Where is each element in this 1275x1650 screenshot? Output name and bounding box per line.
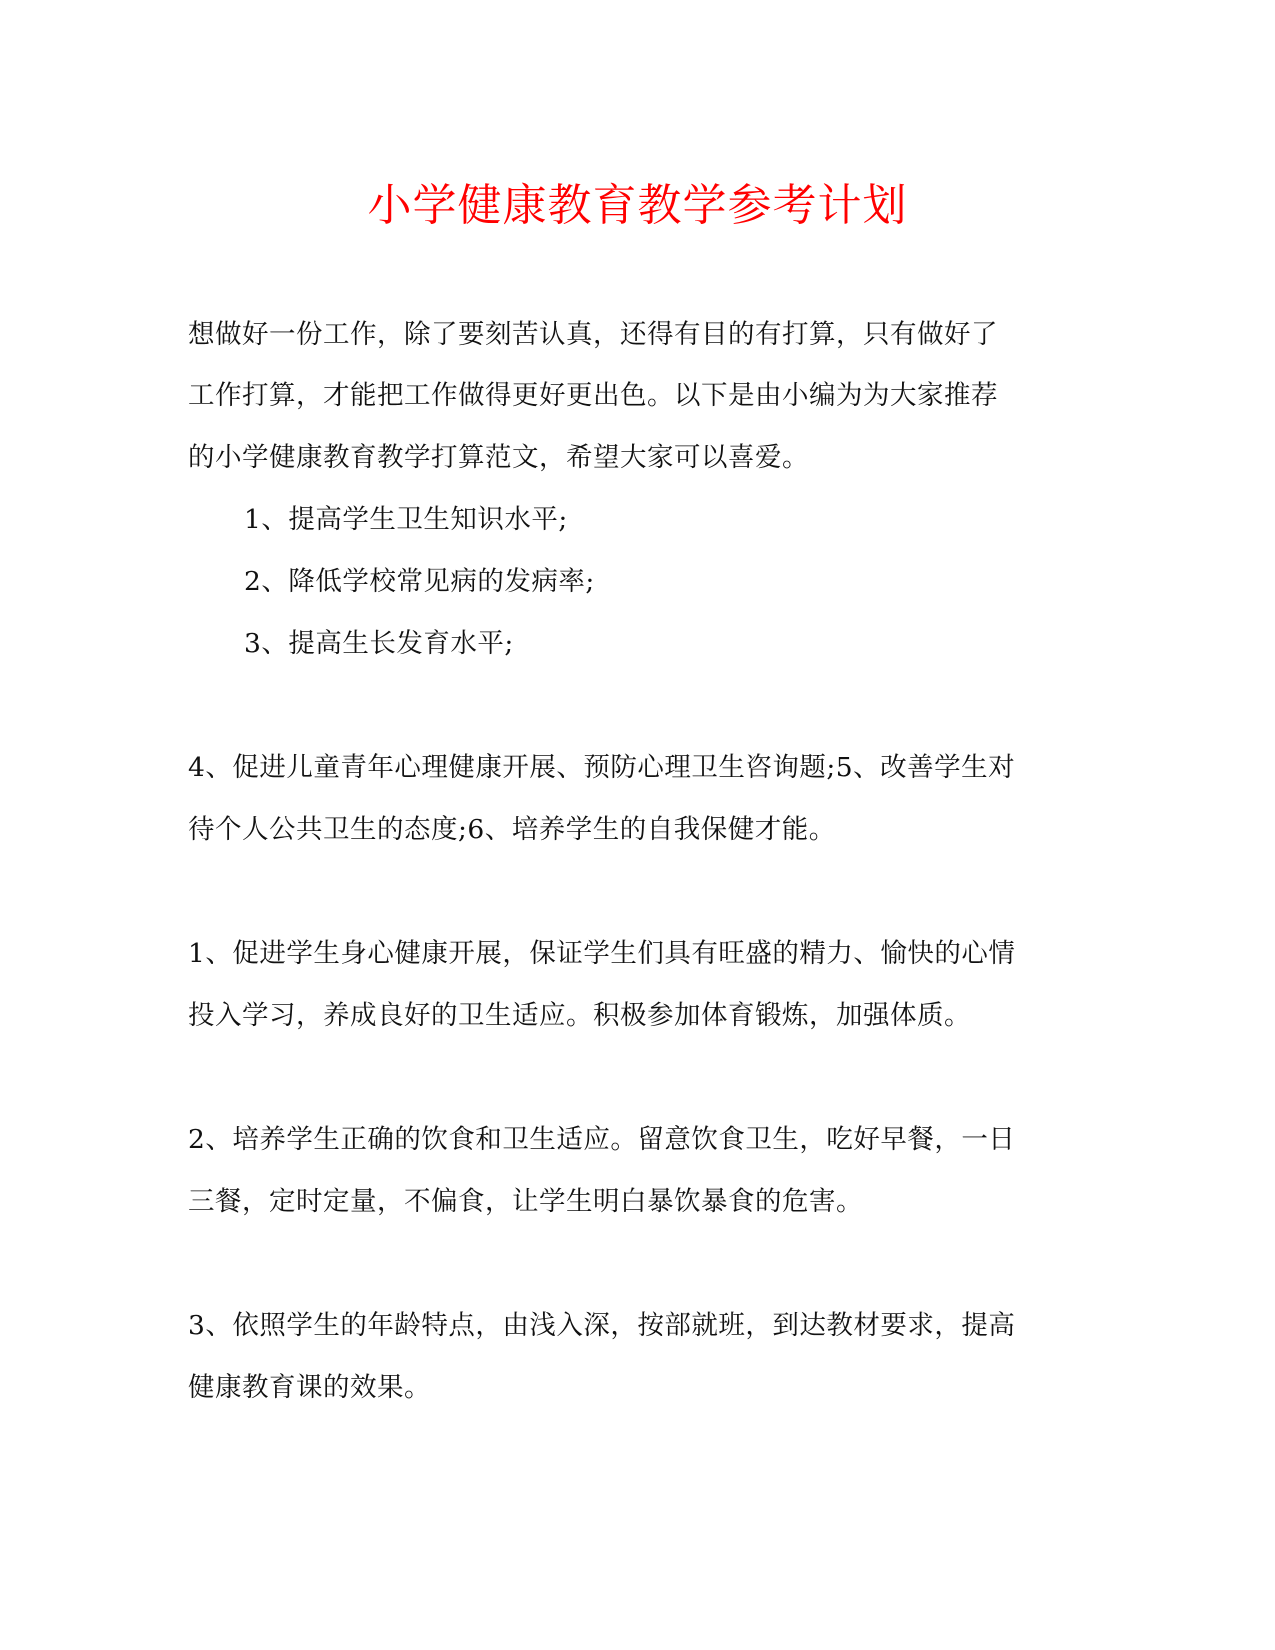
- goal-item-2: 2、降低学校常见病的发病率;: [244, 566, 595, 597]
- goal-item-3: 3、提高生长发育水平;: [244, 628, 514, 659]
- document-title: 小学健康教育教学参考计划: [367, 180, 908, 231]
- measure-2-line-2: 三餐，定时定量，不偏食，让学生明白暴饮暴食的危害。: [188, 1186, 863, 1217]
- intro-line-1: 想做好一份工作，除了要刻苦认真，还得有目的有打算，只有做好了: [188, 319, 998, 350]
- measure-3-line-2: 健康教育课的效果。: [188, 1372, 431, 1403]
- goal-item-1: 1、提高学生卫生知识水平;: [244, 504, 568, 535]
- measure-2-line-1: 2、培养学生正确的饮食和卫生适应。留意饮食卫生，吃好早餐，一日: [188, 1124, 1016, 1155]
- goals-more-line-2: 待个人公共卫生的态度;6、培养学生的自我保健才能。: [188, 814, 836, 845]
- goals-more-line-1: 4、促进儿童青年心理健康开展、预防心理卫生咨询题;5、改善学生对: [188, 752, 1016, 783]
- measure-1-line-1: 1、促进学生身心健康开展，保证学生们具有旺盛的精力、愉快的心情: [188, 938, 1016, 969]
- measure-1-line-2: 投入学习，养成良好的卫生适应。积极参加体育锻炼，加强体质。: [188, 1000, 971, 1031]
- intro-line-2: 工作打算，才能把工作做得更好更出色。以下是由小编为为大家推荐: [188, 380, 998, 411]
- measure-3-line-1: 3、依照学生的年龄特点，由浅入深，按部就班，到达教材要求，提高: [188, 1310, 1016, 1341]
- intro-line-3: 的小学健康教育教学打算范文，希望大家可以喜爱。: [188, 442, 809, 473]
